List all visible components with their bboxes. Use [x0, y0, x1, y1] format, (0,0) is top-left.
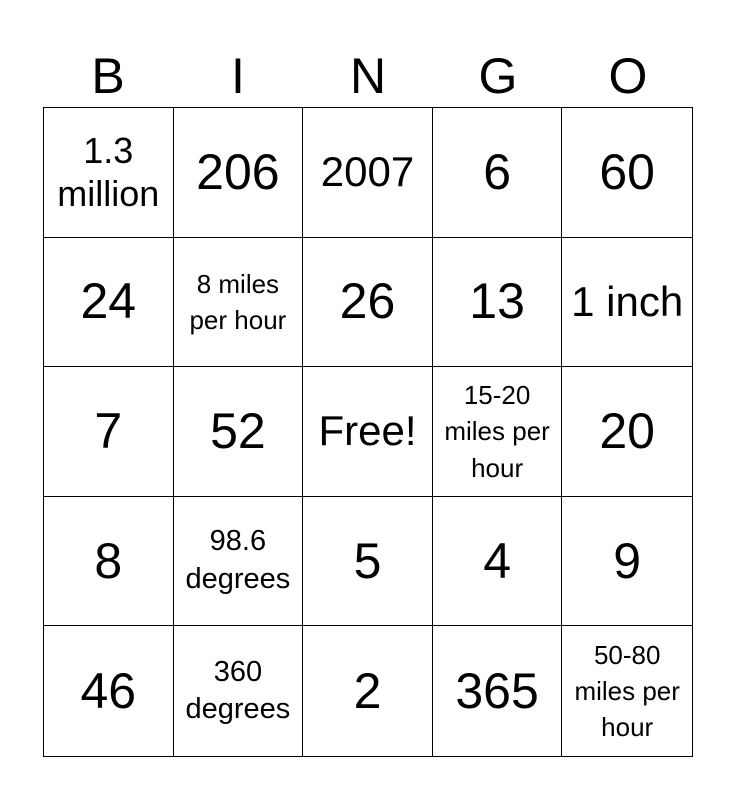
bingo-cell-r1-c4[interactable]: [433, 108, 563, 238]
bingo-cell-r2-c2[interactable]: [174, 238, 304, 368]
bingo-cell-r4-c4[interactable]: [433, 497, 563, 627]
cell-text: 4: [483, 532, 511, 589]
bingo-cell-r5-c3[interactable]: [303, 626, 433, 756]
header-letter-b: B: [91, 48, 125, 104]
header-letter-o: O: [608, 48, 648, 104]
cell-text: 2007: [320, 148, 415, 196]
cell-text: 6: [483, 143, 511, 200]
bingo-cell-r4-c2[interactable]: [174, 497, 304, 627]
bingo-cell-r5-c2[interactable]: [174, 626, 304, 756]
cell-text: 98.6 degrees: [185, 525, 291, 596]
cell-text: 206: [196, 143, 280, 200]
cell-text: 9: [613, 532, 642, 589]
cell-text: 7: [94, 402, 123, 459]
bingo-cell-r1-c2[interactable]: [174, 108, 304, 238]
bingo-cell-r3-c4[interactable]: [433, 367, 563, 497]
bingo-cell-r2-c3[interactable]: [303, 238, 433, 368]
cell-text: 365: [455, 662, 539, 719]
cell-text: 20: [599, 402, 655, 459]
bingo-cell-r1-c3[interactable]: [303, 108, 433, 238]
cell-text: 50-80 miles per hour: [574, 639, 680, 743]
bingo-cell-r5-c5[interactable]: [562, 626, 692, 756]
cell-text: 8 miles per hour: [189, 268, 287, 335]
bingo-cell-free-space[interactable]: [303, 367, 433, 497]
bingo-cell-r4-c5[interactable]: [562, 497, 692, 627]
bingo-cell-r2-c1[interactable]: [44, 238, 174, 368]
bingo-board: [43, 107, 693, 757]
bingo-cell-r2-c4[interactable]: [433, 238, 563, 368]
cell-text: 1 inch: [571, 277, 684, 325]
cell-text: 360 degrees: [185, 655, 291, 726]
cell-text: 1.3 million: [57, 130, 160, 215]
bingo-cell-r2-c5[interactable]: [562, 238, 692, 368]
cell-text: 15-20 miles per hour: [444, 379, 550, 483]
bingo-cell-r5-c4[interactable]: [433, 626, 563, 756]
bingo-cell-r5-c1[interactable]: [44, 626, 174, 756]
header-letter-n: N: [349, 48, 387, 104]
bingo-cell-r1-c1[interactable]: [44, 108, 174, 238]
cell-text: 60: [599, 143, 655, 200]
cell-text: 24: [80, 273, 137, 330]
cell-text: 26: [339, 273, 396, 330]
cell-text: Free!: [318, 407, 417, 455]
header-letter-g: G: [478, 48, 518, 104]
bingo-cell-r3-c5[interactable]: [562, 367, 692, 497]
bingo-cell-r1-c5[interactable]: [562, 108, 692, 238]
header-letter-i: I: [231, 48, 245, 104]
cell-text: 8: [94, 532, 123, 589]
cell-text: 5: [353, 532, 382, 589]
cell-text: 46: [80, 662, 137, 719]
cell-text: 52: [210, 402, 266, 459]
cell-text: 2: [353, 662, 382, 719]
cell-text: 13: [469, 273, 525, 330]
bingo-cell-r4-c3[interactable]: [303, 497, 433, 627]
bingo-cell-r4-c1[interactable]: [44, 497, 174, 627]
bingo-cell-r3-c1[interactable]: [44, 367, 174, 497]
bingo-header: [43, 44, 693, 108]
bingo-cell-r3-c2[interactable]: [174, 367, 304, 497]
